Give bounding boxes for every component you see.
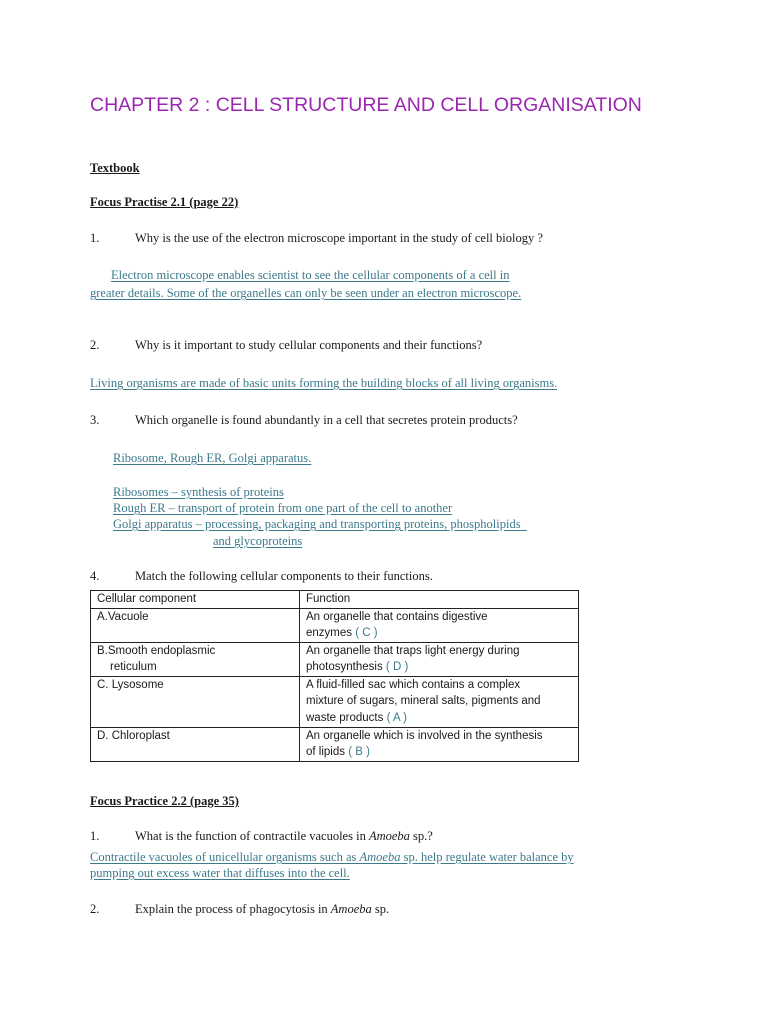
function-cell <box>300 642 579 676</box>
component-name: B.Smooth endoplasmic <box>97 644 216 657</box>
function-cell <box>300 608 579 642</box>
species-name: Amoeba <box>330 902 372 916</box>
chapter-title: CHAPTER 2 : CELL STRUCTURE AND CELL ORGANISATION <box>90 94 642 116</box>
question-number: 1. <box>90 231 100 245</box>
answer-3-detail-ribosomes: Ribosomes – synthesis of proteins <box>113 485 284 499</box>
answer-text-start: Contractile vacuoles of unicellular organisms such as <box>90 850 360 864</box>
function-cell <box>300 727 579 761</box>
question-text: Which organelle is found abundantly in a cell that secretes protein products? <box>135 413 518 427</box>
question-text <box>135 902 389 917</box>
function-line: photosynthesis <box>306 661 383 673</box>
table-row <box>91 642 579 676</box>
question-number: 3. <box>90 413 100 427</box>
function-line: mixture of sugars, mineral salts, pigments and <box>306 695 541 707</box>
function-line: An organelle which is involved in the synthesis <box>306 729 543 742</box>
table-row <box>91 608 579 642</box>
component-cell <box>91 727 300 761</box>
question-4 <box>90 569 690 587</box>
answer-text-end: sp. help regulate water balance by <box>400 850 574 864</box>
focus-practise-2-1-heading: Focus Practise 2.1 (page 22) <box>90 195 239 209</box>
question-text <box>135 829 433 844</box>
species-name: Amoeba <box>359 850 401 864</box>
question-text-start: Explain the process of phagocytosis in <box>135 902 331 916</box>
component-cell <box>91 642 300 676</box>
component-name: A.Vacuole <box>97 610 149 623</box>
question-2-2-2 <box>90 902 690 920</box>
focus-practice-2-2-heading: Focus Practice 2.2 (page 35) <box>90 794 239 808</box>
component-cell <box>91 608 300 642</box>
matching-table <box>90 590 579 762</box>
function-line: A fluid-filled sac which contains a complex <box>306 678 521 691</box>
answer-2: Living organisms are made of basic units forming the building blocks of all living organisms. <box>90 376 558 390</box>
question-number: 2. <box>90 338 100 352</box>
golgi-text: Golgi apparatus – processing, packaging and transporting proteins, phospholipids <box>113 517 521 531</box>
question-number: 4. <box>90 569 100 583</box>
question-text-end: sp. <box>371 902 390 916</box>
question-number: 2. <box>90 902 100 916</box>
question-text: Why is it important to study cellular components and their functions? <box>135 338 483 352</box>
answer-2-2-1-line-2: pumping out excess water that diffuses into the cell. <box>90 866 350 880</box>
answer-3-detail-golgi-cont: and glycoproteins <box>213 534 303 548</box>
header-function: Function <box>300 591 579 609</box>
answer-1-line-1: Electron microscope enables scientist to see the cellular components of a cell in <box>111 268 510 282</box>
answer-1-line-2: greater details. Some of the organelles can only be seen under an electron microscope. <box>90 286 522 300</box>
match-answer: ( D ) <box>385 661 409 673</box>
function-line: of lipids <box>306 746 345 758</box>
function-line: An organelle that traps light energy during <box>306 644 520 657</box>
question-text-end: sp.? <box>409 829 433 843</box>
question-number: 1. <box>90 829 100 843</box>
match-answer: ( A ) <box>386 711 408 724</box>
function-cell <box>300 676 579 727</box>
question-text: Match the following cellular components to their functions. <box>135 569 433 583</box>
table-row <box>91 727 579 761</box>
component-name-cont: reticulum <box>110 661 157 673</box>
function-line: waste products <box>306 711 384 724</box>
table-row <box>91 676 579 727</box>
question-text-start: What is the function of contractile vacuoles in <box>135 829 369 843</box>
question-text: Why is the use of the electron microscope important in the study of cell biology ? <box>135 231 543 245</box>
function-line: An organelle that contains digestive <box>306 610 488 623</box>
species-name: Amoeba <box>368 829 410 843</box>
textbook-label: Textbook <box>90 161 140 175</box>
component-cell <box>91 676 300 727</box>
answer-3-detail-golgi <box>113 517 527 532</box>
answer-3-detail-rough-er: Rough ER – transport of protein from one part of the cell to another <box>113 501 453 515</box>
match-answer: ( C ) <box>355 627 378 639</box>
header-cellular-component: Cellular component <box>91 591 300 609</box>
question-2-2-1 <box>90 829 690 847</box>
answer-2-2-1-line-1 <box>90 850 574 865</box>
question-3 <box>90 413 690 431</box>
match-answer: ( B ) <box>348 746 370 758</box>
table-header-row <box>91 591 579 609</box>
question-1 <box>90 231 690 249</box>
answer-3-summary: Ribosome, Rough ER, Golgi apparatus. <box>113 451 312 465</box>
question-2 <box>90 338 690 356</box>
component-name: D. Chloroplast <box>97 729 170 742</box>
component-name: C. Lysosome <box>97 678 164 691</box>
function-line: enzymes <box>306 627 353 639</box>
